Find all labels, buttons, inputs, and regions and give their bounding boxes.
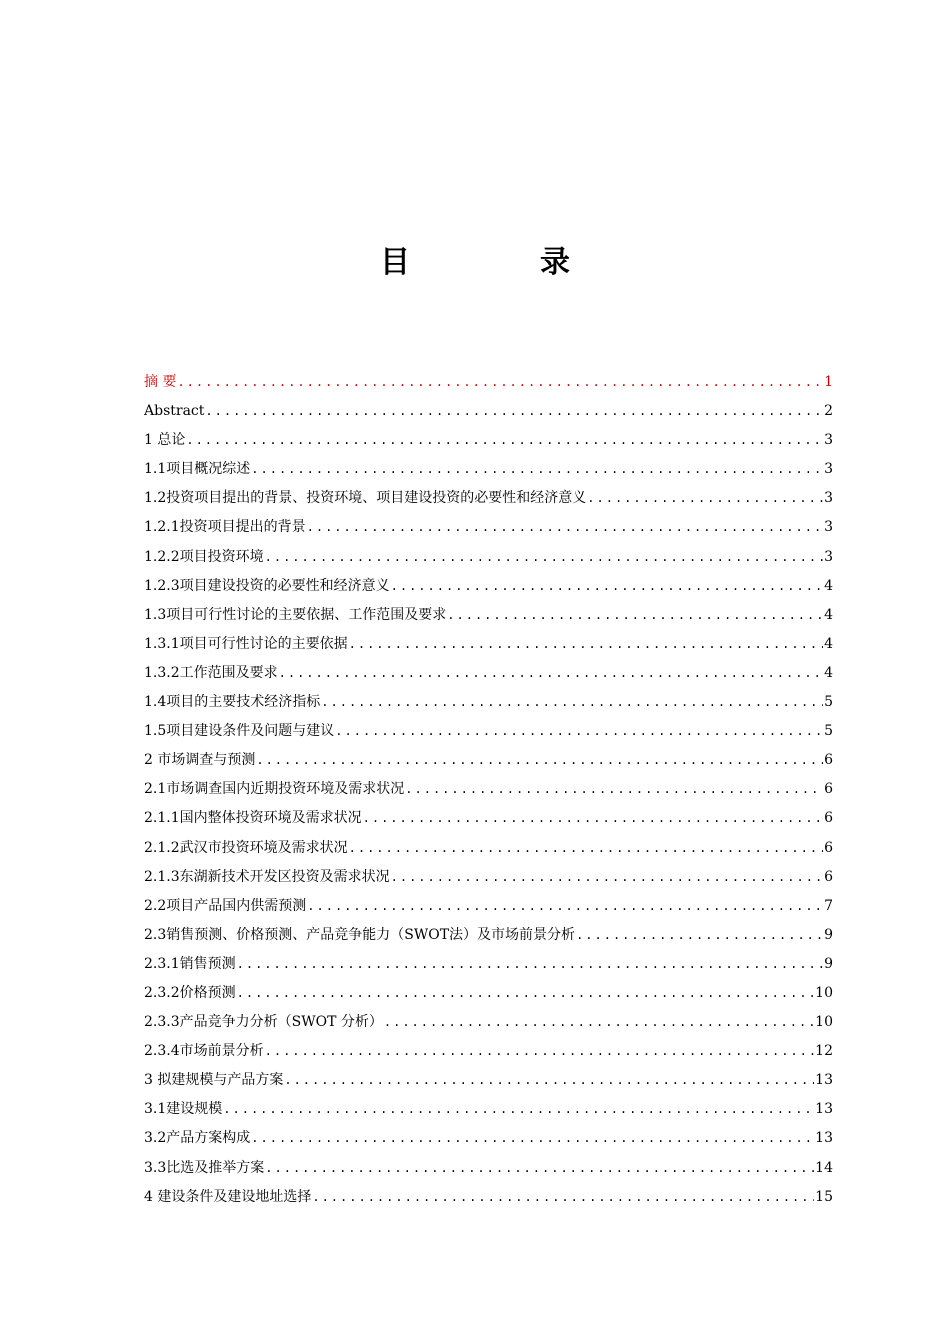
toc-entry-label: 2.3.4市场前景分析: [144, 1043, 264, 1060]
toc-entry-page: 13: [815, 1072, 833, 1089]
toc-entry[interactable]: [144, 804, 833, 833]
toc-entry[interactable]: [144, 368, 833, 397]
toc-entry-label: 2.3.3产品竞争力分析（SWOT 分析）: [144, 1014, 383, 1031]
toc-entry-label: 1.1项目概况综述: [144, 461, 251, 478]
toc-entry-page: 5: [824, 694, 833, 711]
dot-leader: [265, 1154, 814, 1183]
toc-entry[interactable]: [144, 688, 833, 717]
toc-entry-label: 1.2.2项目投资环境: [144, 548, 264, 565]
toc-entry[interactable]: [144, 601, 833, 630]
dot-leader: [265, 543, 823, 572]
toc-entry[interactable]: [144, 1066, 833, 1095]
toc-entry-page: 6: [824, 781, 833, 798]
toc-entry-page: 3: [824, 490, 833, 507]
toc-entry[interactable]: [144, 455, 833, 484]
toc-entry-page: 6: [824, 839, 833, 856]
dot-leader: [405, 775, 823, 804]
toc-entry-label: 摘 要: [144, 374, 177, 390]
toc-entry[interactable]: [144, 659, 833, 688]
toc-entry[interactable]: [144, 892, 833, 921]
toc-entry[interactable]: [144, 426, 833, 455]
toc-entry[interactable]: [144, 1037, 833, 1066]
toc-entry-page: 4: [824, 664, 833, 681]
toc-entry-page: 3: [824, 548, 833, 565]
toc-entry[interactable]: [144, 746, 833, 775]
toc-entry-label: 2.1.1国内整体投资环境及需求状况: [144, 810, 362, 827]
toc-entry-page: 3: [824, 432, 833, 449]
toc-entry[interactable]: [144, 775, 833, 804]
toc-entry-page: 12: [815, 1043, 833, 1060]
toc-entry-label: 1.3项目可行性讨论的主要依据、工作范围及要求: [144, 606, 447, 623]
toc-entry-label: 1.3.2工作范围及要求: [144, 664, 278, 681]
toc-entry-page: 9: [824, 926, 833, 943]
toc-entry[interactable]: [144, 397, 833, 426]
toc-entry[interactable]: [144, 1124, 833, 1153]
toc-entry-page: 14: [815, 1159, 833, 1176]
dot-leader: [279, 659, 823, 688]
toc-entry[interactable]: [144, 717, 833, 746]
toc-entry-page: 5: [824, 723, 833, 740]
toc-entry[interactable]: [144, 1154, 833, 1183]
toc-entry-page: 9: [824, 955, 833, 972]
toc-entry[interactable]: [144, 1183, 833, 1212]
dot-leader: [205, 397, 823, 426]
toc-entry-label: 2.1.2武汉市投资环境及需求状况: [144, 839, 348, 856]
dot-leader: [321, 688, 823, 717]
toc-entry-page: 6: [824, 752, 833, 769]
dot-leader: [312, 1183, 814, 1212]
dot-leader: [384, 1008, 814, 1037]
dot-leader: [447, 601, 823, 630]
dot-leader: [391, 572, 823, 601]
toc-entry-label: 1.2.1投资项目提出的背景: [144, 519, 306, 536]
toc-entry-page: 7: [824, 897, 833, 914]
toc-entry-label: 4 建设条件及建设地址选择: [144, 1188, 312, 1205]
dot-leader: [307, 892, 823, 921]
toc-entry-label: 2.2项目产品国内供需预测: [144, 897, 307, 914]
toc-entry-label: Abstract: [144, 403, 205, 420]
dot-leader: [587, 484, 823, 513]
dot-leader: [237, 979, 815, 1008]
toc-entry-page: 6: [824, 868, 833, 885]
toc-entry[interactable]: [144, 630, 833, 659]
toc-entry-label: 1 总论: [144, 432, 186, 449]
dot-leader: [391, 863, 823, 892]
dot-leader: [251, 1124, 814, 1153]
toc-entry[interactable]: [144, 543, 833, 572]
toc-entry-page: 1: [824, 374, 833, 390]
toc-entry-label: 1.2.3项目建设投资的必要性和经济意义: [144, 577, 390, 594]
toc-entry[interactable]: [144, 572, 833, 601]
dot-leader: [251, 455, 823, 484]
toc-entry-page: 2: [824, 403, 833, 420]
dot-leader: [349, 834, 823, 863]
toc-entry-page: 4: [824, 577, 833, 594]
toc-entry-page: 6: [824, 810, 833, 827]
dot-leader: [284, 1066, 814, 1095]
dot-leader: [237, 950, 823, 979]
toc-entry-label: 3 拟建规模与产品方案: [144, 1072, 284, 1089]
toc-entry-label: 2.3.1销售预测: [144, 955, 236, 972]
toc-entry[interactable]: [144, 979, 833, 1008]
dot-leader: [223, 1095, 814, 1124]
dot-leader: [335, 717, 823, 746]
dot-leader: [186, 426, 823, 455]
dot-leader: [349, 630, 823, 659]
toc-entry-label: 3.3比选及推举方案: [144, 1159, 265, 1176]
toc-entry-page: 13: [815, 1130, 833, 1147]
toc-entry-page: 3: [824, 519, 833, 536]
dot-leader: [177, 368, 823, 397]
dot-leader: [265, 1037, 815, 1066]
toc-entry-page: 10: [815, 984, 833, 1001]
toc-entry[interactable]: [144, 513, 833, 542]
toc-entry[interactable]: [144, 834, 833, 863]
toc-entry-page: 10: [815, 1014, 833, 1031]
toc-entry-label: 2.3.2价格预测: [144, 984, 236, 1001]
toc-entry[interactable]: [144, 1095, 833, 1124]
toc-entry-label: 2.1市场调查国内近期投资环境及需求状况: [144, 781, 405, 798]
toc-entry-page: 15: [815, 1188, 833, 1205]
toc-entry-label: 2 市场调查与预测: [144, 752, 256, 769]
table-of-contents: [144, 368, 833, 1212]
toc-entry[interactable]: [144, 921, 833, 950]
dot-leader: [256, 746, 823, 775]
toc-entry-label: 1.3.1项目可行性讨论的主要依据: [144, 635, 348, 652]
toc-entry[interactable]: [144, 950, 833, 979]
toc-entry[interactable]: [144, 863, 833, 892]
toc-entry[interactable]: [144, 484, 833, 513]
dot-leader: [363, 804, 823, 833]
toc-entry-page: 4: [824, 606, 833, 623]
dot-leader: [307, 513, 823, 542]
toc-entry-page: 3: [824, 461, 833, 478]
toc-entry[interactable]: [144, 1008, 833, 1037]
toc-entry-label: 1.5项目建设条件及问题与建议: [144, 723, 335, 740]
toc-entry-label: 1.2投资项目提出的背景、投资环境、项目建设投资的必要性和经济意义: [144, 490, 587, 507]
toc-entry-label: 2.3销售预测、价格预测、产品竞争能力（SWOT法）及市场前景分析: [144, 926, 576, 943]
toc-entry-page: 13: [815, 1101, 833, 1118]
toc-entry-label: 3.1建设规模: [144, 1101, 223, 1118]
toc-entry-label: 1.4项目的主要技术经济指标: [144, 694, 321, 711]
toc-entry-page: 4: [824, 635, 833, 652]
page-title: 目 录: [380, 245, 620, 280]
dot-leader: [576, 921, 823, 950]
toc-entry-label: 3.2产品方案构成: [144, 1130, 251, 1147]
toc-entry-label: 2.1.3东湖新技术开发区投资及需求状况: [144, 868, 390, 885]
